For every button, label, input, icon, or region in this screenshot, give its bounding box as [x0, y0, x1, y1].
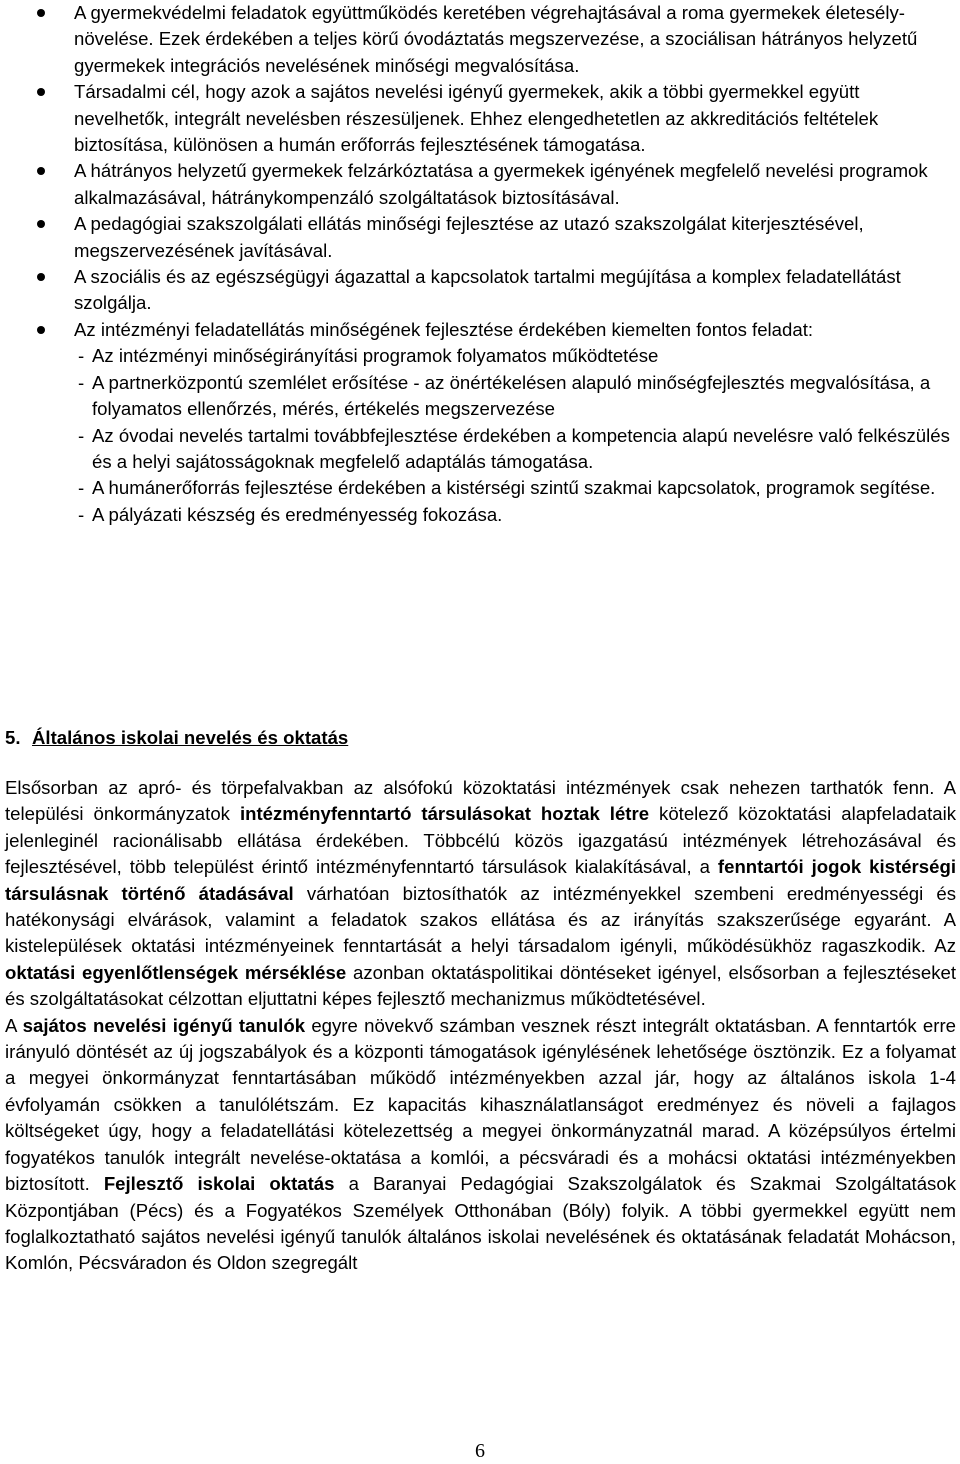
sublist-item: [78, 370, 956, 423]
bold-run: fenntartói jogok kistérségi társulásnak történő átadásával: [5, 856, 956, 904]
text-run: azonban oktatáspolitikai döntéseket igényel, elsősorban a fejlesztéseket és szolgáltatásokat célzottan eljuttatni képes fejlesztő mechanizmus működtetésével.: [5, 961, 956, 1010]
bullet-text: A szociális és az egészségügyi ágazattal a kapcsolatok tartalmi megújítása a komplex feladatellátást szolgálja.: [74, 266, 901, 314]
text-run: A: [5, 1014, 23, 1036]
paragraph-2: [5, 1013, 956, 1277]
text-run: a Baranyai Pedagógiai Szakszolgálatok és Szakmai Szolgáltatások Központjában (Pécs) és a Fogyatékos Személyek Otthonában (Bóly) folyik. A többi gyermekkel együtt nem foglalkoztatható sajátos nevelési igényű tanulók általános iskolai nevelésének és oktatásának feladatát Mohácson, Komlón, Pécsváradon és Oldon szegregált: [5, 1173, 956, 1274]
bullet-dot-icon: [37, 273, 45, 281]
goals-bullet-list: [5, 0, 956, 528]
bullet-item: [5, 317, 956, 528]
sublist-item: [78, 423, 956, 476]
sublist-item-text: A humánerőforrás fejlesztése érdekében a kistérségi szintű szakmai kapcsolatok, programok segítése.: [92, 477, 936, 499]
dash-marker: -: [78, 371, 85, 393]
bullet-text: A hátrányos helyzetű gyermekek felzárkóztatása a gyermekek igényének megfelelő nevelési programok alkalmazásával, hátránykompenzáló szolgáltatások biztosításával.: [74, 160, 928, 208]
section-heading: [5, 725, 348, 751]
sublist-item-text: A pályázati készség és eredményesség fokozása.: [92, 503, 503, 525]
sublist-item-text: Az intézményi minőségirányítási programok folyamatos működtetése: [92, 345, 659, 367]
dash-marker: -: [78, 477, 85, 499]
bullet-dot-icon: [37, 9, 45, 17]
sublist-item-text: A partnerközpontú szemlélet erősítése - az önértékelésen alapuló minőségfejlesztés megvalósítása, a folyamatos ellenőrzés, mérés, értékelés megszervezése: [92, 371, 931, 420]
bullet-dot-icon: [37, 88, 45, 96]
bullet-dot-icon: [37, 220, 45, 228]
bullet-item: [5, 0, 956, 79]
bullet-item: [5, 79, 956, 158]
bold-run: Fejlesztő iskolai oktatás: [103, 1173, 335, 1195]
text-run: várhatóan biztosíthatók az intézményekkel szembeni eredményességi és hatékonysági elvárások, valamint a feladatok szakos ellátása és az irányítás szakszerűsége egyaránt. A kistelepülések oktatási intézményeinek fenntartását a helyi társadalom igényli, működésükhöz ragaszkodik. Az: [5, 882, 957, 957]
bullet-text: Társadalmi cél, hogy azok a sajátos nevelési igényű gyermekek, akik a többi gyermekkel együtt nevelhetők, integrált nevelésben részesüljenek. Ehhez elengedhetetlen az akkreditációs feltételek biztosítása, különösen a humán erőforrás fejlesztésének támogatása.: [74, 81, 879, 156]
paragraph-1: [5, 775, 956, 1013]
text-run: egyre növekvő számban vesznek részt integrált oktatásban. A fenntartók erre irányuló döntését az új jogszabályok és a központi támogatások igénylésének lehetősége ösztönzik. Ez a folyamat a megyei önkormányzat fenntartásában működő intézményekben azzal jár, hogy az általános iskola 1-4 évfolyamán csökken a tanulólétszám. Ez kapacitás kihasználatlanságot eredményez és növeli a fajlagos költségeket úgy, hogy a feladatellátási kötelezettség a megyei önkormányzatnál marad. A középsúlyos értelmi fogyatékos tanulók integrált nevelése-oktatása a komlói, a pécsváradi és a mohácsi oktatási intézményekben biztosított.: [5, 1014, 956, 1195]
sublist-item: [78, 343, 956, 369]
sublist-item-text: Az óvodai nevelés tartalmi továbbfejlesztése érdekében a kompetencia alapú nevelésre való felkészülés és a helyi sajátosságoknak megfelelő adaptálás támogatása.: [92, 424, 950, 472]
section-body: [5, 775, 956, 1277]
bold-run: intézményfenntartó társulásokat hoztak létre: [239, 803, 650, 825]
text-run: Elsősorban az apró- és törpefalvakban az alsófokú közoktatási intézmények csak nehezen tarthatók fenn. A települési önkormányzatok: [5, 777, 956, 825]
dash-marker: -: [78, 503, 85, 525]
quality-tasks-sublist: [74, 343, 956, 528]
section-number: 5.: [5, 727, 21, 748]
bullet-text: A pedagógiai szakszolgálati ellátás minőségi fejlesztése az utazó szakszolgálat kiterjesztésével, megszervezésének javításával.: [74, 213, 864, 261]
dash-marker: -: [78, 345, 85, 367]
bullet-text: Az intézményi feladatellátás minőségének fejlesztése érdekében kiemelten fontos feladat:: [74, 318, 814, 340]
bullet-item: [5, 211, 956, 264]
sublist-item: [78, 502, 956, 528]
bullet-dot-icon: [37, 167, 45, 175]
bullet-item: [5, 158, 956, 211]
bullet-item: [5, 264, 956, 317]
document-page: [5, 0, 957, 1274]
text-run: kötelező közoktatási alapfeladataik jelenleginél racionálisabb ellátása érdekében. Többcélú közös igazgatású intézmények létrehozásával és fejlesztésével, több települést érintő intézményfenntartó társulások kialakításával, a: [5, 803, 956, 878]
page-number: 6: [475, 1440, 485, 1462]
dash-marker: -: [78, 424, 85, 446]
bold-run: oktatási egyenlőtlenségek mérséklése: [5, 961, 347, 983]
bullet-text: A gyermekvédelmi feladatok együttműködés keretében végrehajtásával a roma gyermekek életesély- növelése. Ezek érdekében a teljes körű óvodáztatás megszervezése, a szociálisan hátrányos helyzetű gyermekek integrációs nevelésének minőségi megvalósítása.: [74, 2, 918, 76]
bullet-dot-icon: [37, 326, 45, 334]
bold-run: sajátos nevelési igényű tanulók: [22, 1014, 306, 1036]
section-title: Általános iskolai nevelés és oktatás: [32, 727, 349, 748]
sublist-item: [78, 475, 956, 501]
